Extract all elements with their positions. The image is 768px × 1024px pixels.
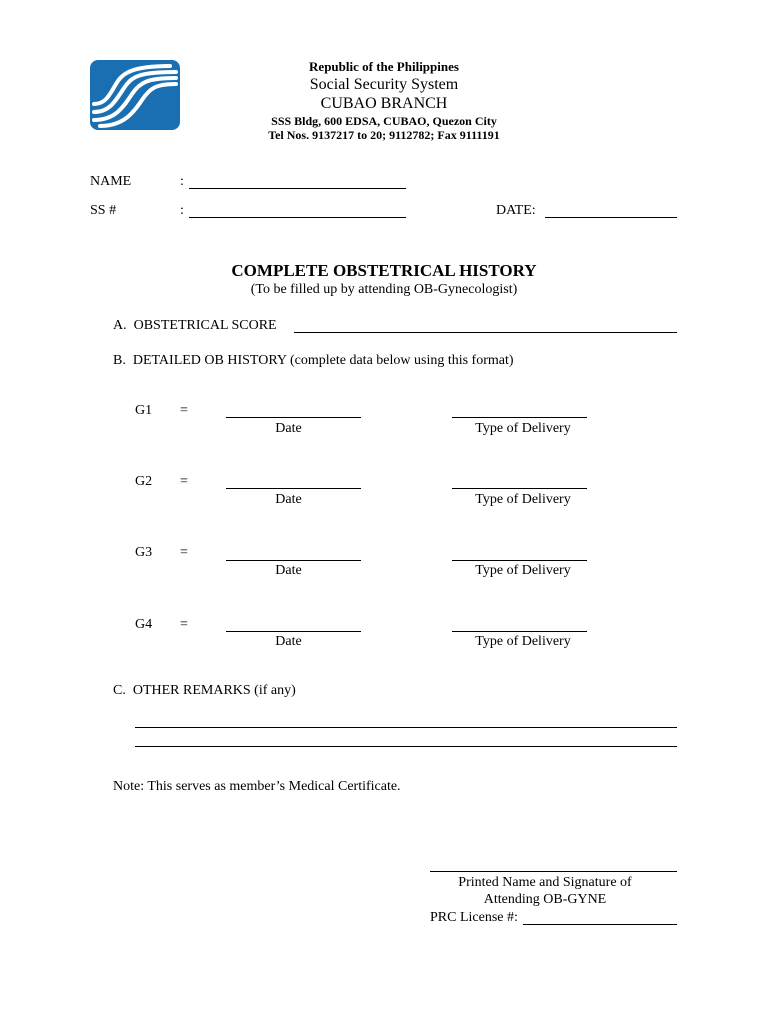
g4-equals: =	[180, 617, 188, 632]
header-branch: CUBAO BRANCH	[320, 95, 448, 112]
g4-label: G4	[135, 617, 153, 632]
g1-date-line[interactable]	[226, 417, 361, 418]
g3-delivery-line[interactable]	[452, 560, 587, 561]
g3-equals: =	[180, 545, 188, 560]
g1-delivery-line[interactable]	[452, 417, 587, 418]
name-label: NAME	[90, 174, 132, 189]
g4-date-line[interactable]	[226, 631, 361, 632]
g3-delivery-caption: Type of Delivery	[475, 563, 571, 578]
remarks-line-1[interactable]	[135, 727, 677, 728]
name-colon: :	[180, 174, 184, 189]
section-c-label: C. OTHER REMARKS (if any)	[113, 683, 296, 698]
g2-delivery-line[interactable]	[452, 488, 587, 489]
form-title: COMPLETE OBSTETRICAL HISTORY	[231, 261, 537, 280]
name-input-line[interactable]	[189, 188, 406, 189]
g2-label: G2	[135, 474, 153, 489]
header-address: SSS Bldg, 600 EDSA, CUBAO, Quezon City	[271, 114, 497, 128]
g3-date-caption: Date	[275, 563, 302, 578]
header-phone: Tel Nos. 9137217 to 20; 9112782; Fax 9111191	[268, 128, 500, 142]
signature-caption-2: Attending OB-GYNE	[483, 892, 607, 907]
ss-input-line[interactable]	[189, 217, 406, 218]
date-input-line[interactable]	[545, 217, 677, 218]
g2-delivery-caption: Type of Delivery	[475, 492, 571, 507]
section-a-label: A. OBSTETRICAL SCORE	[113, 318, 277, 333]
g4-delivery-line[interactable]	[452, 631, 587, 632]
date-label: DATE:	[496, 203, 536, 218]
signature-caption-1: Printed Name and Signature of	[458, 875, 632, 890]
g3-date-line[interactable]	[226, 560, 361, 561]
g1-date-caption: Date	[275, 421, 302, 436]
g3-label: G3	[135, 545, 153, 560]
g4-date-caption: Date	[275, 634, 302, 649]
remarks-line-2[interactable]	[135, 746, 677, 747]
g1-equals: =	[180, 403, 188, 418]
header-agency: Social Security System	[309, 76, 459, 93]
g4-delivery-caption: Type of Delivery	[475, 634, 571, 649]
obstetrical-score-line[interactable]	[294, 332, 677, 333]
form-subtitle: (To be filled up by attending OB-Gynecologist)	[250, 282, 518, 297]
ss-colon: :	[180, 203, 184, 218]
g2-date-caption: Date	[275, 492, 302, 507]
g1-delivery-caption: Type of Delivery	[475, 421, 571, 436]
sss-logo	[90, 60, 180, 130]
g1-label: G1	[135, 403, 153, 418]
g2-date-line[interactable]	[226, 488, 361, 489]
prc-license-line[interactable]	[523, 924, 677, 925]
g2-equals: =	[180, 474, 188, 489]
signature-line[interactable]	[430, 871, 677, 872]
prc-license-label: PRC License #:	[430, 910, 518, 925]
ss-label: SS #	[90, 203, 117, 218]
section-b-label: B. DETAILED OB HISTORY (complete data below using this format)	[113, 353, 514, 368]
header-country: Republic of the Philippines	[309, 59, 459, 74]
certificate-note: Note: This serves as member’s Medical Certificate.	[113, 779, 401, 794]
